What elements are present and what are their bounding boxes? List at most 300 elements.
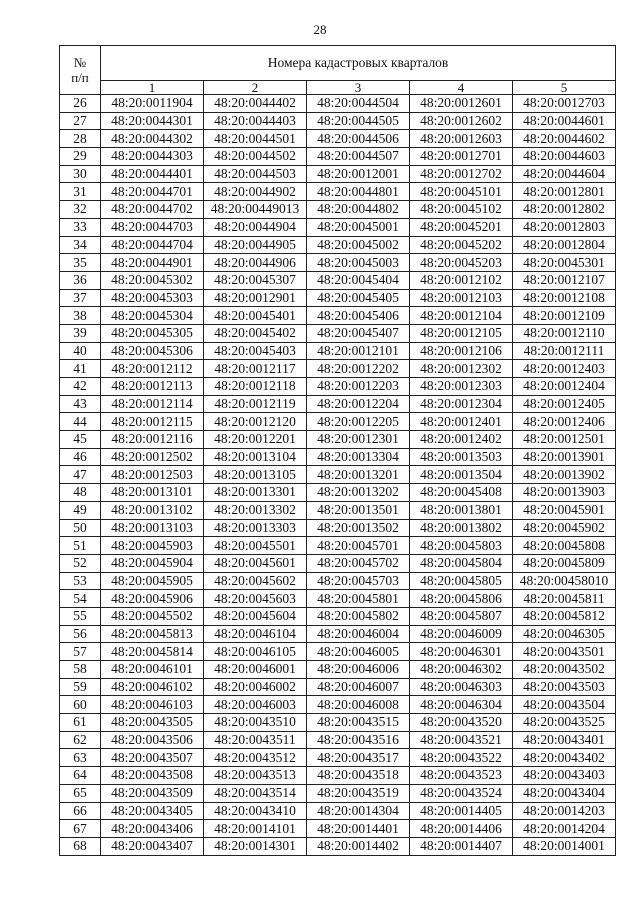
cadastral-number-cell: 48:20:0044507: [307, 148, 410, 166]
cadastral-number-cell: 48:20:0014203: [513, 802, 616, 820]
table-row: [60, 678, 616, 696]
cadastral-number-cell: 48:20:0013802: [410, 519, 513, 537]
cadastral-number-cell: 48:20:0045901: [513, 501, 616, 519]
table-row: [60, 201, 616, 219]
cadastral-number-cell: 48:20:0012804: [513, 236, 616, 254]
row-number-cell: 49: [60, 501, 101, 519]
cadastral-number-cell: 48:20:0044702: [101, 201, 204, 219]
cadastral-number-cell: 48:20:0012001: [307, 165, 410, 183]
cadastral-number-cell: 48:20:0012403: [513, 360, 616, 378]
row-number-cell: 66: [60, 802, 101, 820]
row-number-cell: 36: [60, 271, 101, 289]
row-number-cell: 47: [60, 466, 101, 484]
row-number-cell: 27: [60, 112, 101, 130]
cadastral-number-cell: 48:20:0046302: [410, 661, 513, 679]
cadastral-number-cell: 48:20:0012603: [410, 130, 513, 148]
row-number-cell: 55: [60, 607, 101, 625]
row-number-cell: 54: [60, 590, 101, 608]
cadastral-number-cell: 48:20:0045702: [307, 554, 410, 572]
cadastral-number-cell: 48:20:0043513: [204, 767, 307, 785]
cadastral-number-cell: 48:20:0045807: [410, 607, 513, 625]
cadastral-number-cell: 48:20:0043501: [513, 643, 616, 661]
cadastral-number-cell: 48:20:0013302: [204, 501, 307, 519]
cadastral-number-cell: 48:20:0045805: [410, 572, 513, 590]
cadastral-number-cell: 48:20:0012302: [410, 360, 513, 378]
row-number-cell: 35: [60, 254, 101, 272]
cadastral-number-cell: 48:20:0044902: [204, 183, 307, 201]
cadastral-number-cell: 48:20:0012111: [513, 342, 616, 360]
cadastral-number-cell: 48:20:0012703: [513, 95, 616, 113]
row-number-header-line1: №: [73, 55, 87, 70]
cadastral-number-cell: 48:20:0012120: [204, 413, 307, 431]
table-row: [60, 95, 616, 113]
cadastral-number-cell: 48:20:0045809: [513, 554, 616, 572]
cadastral-number-cell: 48:20:0012107: [513, 271, 616, 289]
cadastral-number-cell: 48:20:0012301: [307, 431, 410, 449]
cadastral-number-cell: 48:20:00449013: [204, 201, 307, 219]
row-number-cell: 43: [60, 395, 101, 413]
cadastral-number-cell: 48:20:0043402: [513, 749, 616, 767]
cadastral-number-cell: 48:20:0014204: [513, 820, 616, 838]
row-number-cell: 31: [60, 183, 101, 201]
cadastral-number-cell: 48:20:0045812: [513, 607, 616, 625]
cadastral-number-cell: 48:20:0043525: [513, 714, 616, 732]
cadastral-number-cell: 48:20:0046002: [204, 678, 307, 696]
table-row: [60, 661, 616, 679]
cadastral-number-cell: 48:20:0046008: [307, 696, 410, 714]
table-row: [60, 218, 616, 236]
column-number-header: 4: [410, 81, 513, 95]
cadastral-number-cell: 48:20:0012101: [307, 342, 410, 360]
cadastral-number-cell: 48:20:0013503: [410, 448, 513, 466]
cadastral-number-cell: 48:20:0044604: [513, 165, 616, 183]
cadastral-number-cell: 48:20:0012402: [410, 431, 513, 449]
cadastral-number-cell: 48:20:0012304: [410, 395, 513, 413]
cadastral-number-cell: 48:20:0045604: [204, 607, 307, 625]
cadastral-number-cell: 48:20:0045203: [410, 254, 513, 272]
cadastral-number-cell: 48:20:0045202: [410, 236, 513, 254]
cadastral-number-cell: 48:20:0045403: [204, 342, 307, 360]
cadastral-number-cell: 48:20:0045811: [513, 590, 616, 608]
cadastral-number-cell: 48:20:0043407: [101, 837, 204, 855]
cadastral-number-cell: 48:20:0044601: [513, 112, 616, 130]
table-row: [60, 342, 616, 360]
cadastral-number-cell: 48:20:0044801: [307, 183, 410, 201]
cadastral-number-cell: 48:20:0012803: [513, 218, 616, 236]
cadastral-number-cell: 48:20:0044703: [101, 218, 204, 236]
cadastral-number-cell: 48:20:0045003: [307, 254, 410, 272]
row-number-cell: 45: [60, 431, 101, 449]
cadastral-number-cell: 48:20:0045405: [307, 289, 410, 307]
table-row: [60, 254, 616, 272]
row-number-cell: 64: [60, 767, 101, 785]
row-number-cell: 67: [60, 820, 101, 838]
table-row: [60, 696, 616, 714]
table-row: [60, 130, 616, 148]
cadastral-number-cell: 48:20:0044905: [204, 236, 307, 254]
row-number-cell: 46: [60, 448, 101, 466]
cadastral-number-cell: 48:20:0012106: [410, 342, 513, 360]
cadastral-number-cell: 48:20:0045902: [513, 519, 616, 537]
cadastral-number-cell: 48:20:0045406: [307, 307, 410, 325]
table-row: [60, 271, 616, 289]
row-number-header-line2: п/п: [71, 70, 89, 85]
cadastral-number-cell: 48:20:0045804: [410, 554, 513, 572]
cadastral-number-cell: 48:20:0012116: [101, 431, 204, 449]
cadastral-number-cell: 48:20:0012117: [204, 360, 307, 378]
cadastral-number-cell: 48:20:0012503: [101, 466, 204, 484]
cadastral-number-cell: 48:20:0044906: [204, 254, 307, 272]
cadastral-number-cell: 48:20:0044602: [513, 130, 616, 148]
cadastral-number-cell: 48:20:0044501: [204, 130, 307, 148]
table-row: [60, 360, 616, 378]
cadastral-number-cell: 48:20:0043511: [204, 731, 307, 749]
cadastral-number-cell: 48:20:0044301: [101, 112, 204, 130]
cadastral-number-cell: 48:20:0043512: [204, 749, 307, 767]
cadastral-number-cell: 48:20:0046304: [410, 696, 513, 714]
cadastral-number-cell: 48:20:0014401: [307, 820, 410, 838]
cadastral-number-cell: 48:20:0012601: [410, 95, 513, 113]
cadastral-number-cell: 48:20:0014402: [307, 837, 410, 855]
cadastral-number-cell: 48:20:0046105: [204, 643, 307, 661]
column-number-header: 2: [204, 81, 307, 95]
cadastral-number-cell: 48:20:0043516: [307, 731, 410, 749]
table-row: [60, 714, 616, 732]
cadastral-number-cell: 48:20:0043519: [307, 784, 410, 802]
column-number-row: [60, 81, 616, 95]
table-row: [60, 324, 616, 342]
table-row: [60, 784, 616, 802]
cadastral-number-cell: 48:20:0045408: [410, 484, 513, 502]
table-title-header: Номера кадастровых кварталов: [101, 46, 616, 81]
row-number-cell: 56: [60, 625, 101, 643]
cadastral-number-cell: 48:20:0046301: [410, 643, 513, 661]
cadastral-number-cell: 48:20:0043524: [410, 784, 513, 802]
cadastral-number-cell: 48:20:0045402: [204, 324, 307, 342]
cadastral-number-cell: 48:20:0043403: [513, 767, 616, 785]
cadastral-number-cell: 48:20:0043521: [410, 731, 513, 749]
cadastral-number-cell: 48:20:0043506: [101, 731, 204, 749]
page-number: 28: [313, 22, 327, 37]
table-row: [60, 289, 616, 307]
cadastral-number-cell: 48:20:0012901: [204, 289, 307, 307]
cadastral-number-cell: 48:20:0013801: [410, 501, 513, 519]
cadastral-number-cell: 48:20:0043405: [101, 802, 204, 820]
cadastral-number-cell: 48:20:0046305: [513, 625, 616, 643]
cadastral-number-cell: 48:20:0045806: [410, 590, 513, 608]
table-row: [60, 572, 616, 590]
cadastral-number-cell: 48:20:0013902: [513, 466, 616, 484]
row-number-cell: 51: [60, 537, 101, 555]
row-number-cell: 59: [60, 678, 101, 696]
column-number-header: 5: [513, 81, 616, 95]
row-number-cell: 39: [60, 324, 101, 342]
row-number-cell: 28: [60, 130, 101, 148]
cadastral-number-cell: 48:20:0014101: [204, 820, 307, 838]
cadastral-number-cell: 48:20:0012102: [410, 271, 513, 289]
cadastral-number-cell: 48:20:0044303: [101, 148, 204, 166]
cadastral-number-cell: 48:20:0045101: [410, 183, 513, 201]
cadastral-number-cell: 48:20:0012109: [513, 307, 616, 325]
table-row: [60, 837, 616, 855]
cadastral-number-cell: 48:20:0043522: [410, 749, 513, 767]
cadastral-number-cell: 48:20:0012801: [513, 183, 616, 201]
table-row: [60, 820, 616, 838]
cadastral-number-cell: 48:20:0045903: [101, 537, 204, 555]
cadastral-number-cell: 48:20:0014407: [410, 837, 513, 855]
cadastral-number-cell: 48:20:0046006: [307, 661, 410, 679]
cadastral-number-cell: 48:20:0046003: [204, 696, 307, 714]
cadastral-number-cell: 48:20:0043503: [513, 678, 616, 696]
row-number-cell: 37: [60, 289, 101, 307]
cadastral-number-cell: 48:20:0012202: [307, 360, 410, 378]
cadastral-number-cell: 48:20:0043404: [513, 784, 616, 802]
cadastral-number-cell: 48:20:0045906: [101, 590, 204, 608]
cadastral-number-cell: 48:20:0012203: [307, 378, 410, 396]
cadastral-number-cell: 48:20:0045808: [513, 537, 616, 555]
table-row: [60, 767, 616, 785]
table-row: [60, 112, 616, 130]
cadastral-number-cell: 48:20:0045502: [101, 607, 204, 625]
column-number-header: 3: [307, 81, 410, 95]
cadastral-number-cell: 48:20:0043509: [101, 784, 204, 802]
cadastral-number-cell: 48:20:0045404: [307, 271, 410, 289]
cadastral-number-cell: 48:20:0045102: [410, 201, 513, 219]
cadastral-number-cell: 48:20:0044506: [307, 130, 410, 148]
table-row: [60, 607, 616, 625]
cadastral-number-cell: 48:20:0044504: [307, 95, 410, 113]
cadastral-number-cell: 48:20:0043502: [513, 661, 616, 679]
row-number-cell: 26: [60, 95, 101, 113]
cadastral-number-cell: 48:20:0045001: [307, 218, 410, 236]
cadastral-number-cell: 48:20:0046303: [410, 678, 513, 696]
cadastral-number-cell: 48:20:0012501: [513, 431, 616, 449]
cadastral-number-cell: 48:20:0013104: [204, 448, 307, 466]
cadastral-number-cell: 48:20:0012602: [410, 112, 513, 130]
cadastral-number-cell: 48:20:0043410: [204, 802, 307, 820]
table-row: [60, 448, 616, 466]
cadastral-number-cell: 48:20:0013105: [204, 466, 307, 484]
cadastral-number-cell: 48:20:0046101: [101, 661, 204, 679]
cadastral-number-cell: 48:20:0012119: [204, 395, 307, 413]
cadastral-number-cell: 48:20:0013502: [307, 519, 410, 537]
row-number-cell: 32: [60, 201, 101, 219]
cadastral-number-cell: 48:20:0043401: [513, 731, 616, 749]
cadastral-number-cell: 48:20:0044505: [307, 112, 410, 130]
cadastral-number-cell: 48:20:0012404: [513, 378, 616, 396]
cadastral-number-cell: 48:20:0012205: [307, 413, 410, 431]
cadastral-number-cell: 48:20:0044402: [204, 95, 307, 113]
cadastral-number-cell: 48:20:0044401: [101, 165, 204, 183]
cadastral-number-cell: 48:20:0045904: [101, 554, 204, 572]
cadastral-number-cell: 48:20:0012401: [410, 413, 513, 431]
cadastral-number-cell: 48:20:0012110: [513, 324, 616, 342]
table-row: [60, 501, 616, 519]
cadastral-number-cell: 48:20:0044704: [101, 236, 204, 254]
cadastral-number-cell: 48:20:0012405: [513, 395, 616, 413]
cadastral-number-cell: 48:20:0013101: [101, 484, 204, 502]
cadastral-number-cell: 48:20:0046004: [307, 625, 410, 643]
cadastral-number-cell: 48:20:0043514: [204, 784, 307, 802]
cadastral-quarters-table: [59, 45, 616, 856]
cadastral-number-cell: 48:20:0045002: [307, 236, 410, 254]
table-row: [60, 731, 616, 749]
row-number-cell: 57: [60, 643, 101, 661]
cadastral-number-cell: 48:20:0012406: [513, 413, 616, 431]
cadastral-number-cell: 48:20:0013304: [307, 448, 410, 466]
cadastral-number-cell: 48:20:0044802: [307, 201, 410, 219]
cadastral-number-cell: 48:20:0045801: [307, 590, 410, 608]
row-number-cell: 40: [60, 342, 101, 360]
row-number-cell: 60: [60, 696, 101, 714]
table-row: [60, 183, 616, 201]
cadastral-number-cell: 48:20:0013103: [101, 519, 204, 537]
cadastral-number-cell: 48:20:0014304: [307, 802, 410, 820]
cadastral-number-cell: 48:20:0046005: [307, 643, 410, 661]
cadastral-number-cell: 48:20:0045307: [204, 271, 307, 289]
cadastral-number-cell: 48:20:0045601: [204, 554, 307, 572]
cadastral-number-cell: 48:20:00458010: [513, 572, 616, 590]
cadastral-number-cell: 48:20:0014406: [410, 820, 513, 838]
row-number-cell: 53: [60, 572, 101, 590]
row-number-cell: 68: [60, 837, 101, 855]
cadastral-number-cell: 48:20:0044701: [101, 183, 204, 201]
table-row: [60, 519, 616, 537]
row-number-cell: 48: [60, 484, 101, 502]
cadastral-number-cell: 48:20:0012114: [101, 395, 204, 413]
cadastral-number-cell: 48:20:0043523: [410, 767, 513, 785]
row-number-cell: 62: [60, 731, 101, 749]
cadastral-number-cell: 48:20:0045603: [204, 590, 307, 608]
cadastral-number-cell: 48:20:0013901: [513, 448, 616, 466]
table-row: [60, 165, 616, 183]
table-body: [60, 95, 616, 856]
cadastral-number-cell: 48:20:0045602: [204, 572, 307, 590]
table-row: [60, 537, 616, 555]
cadastral-number-cell: 48:20:0044901: [101, 254, 204, 272]
cadastral-number-cell: 48:20:0046102: [101, 678, 204, 696]
table-row: [60, 643, 616, 661]
cadastral-number-cell: 48:20:0043520: [410, 714, 513, 732]
cadastral-number-cell: 48:20:0043504: [513, 696, 616, 714]
row-number-cell: 30: [60, 165, 101, 183]
cadastral-number-cell: 48:20:0043406: [101, 820, 204, 838]
cadastral-number-cell: 48:20:0046009: [410, 625, 513, 643]
cadastral-number-cell: 48:20:0044603: [513, 148, 616, 166]
cadastral-number-cell: 48:20:0045407: [307, 324, 410, 342]
cadastral-number-cell: 48:20:0043518: [307, 767, 410, 785]
row-number-cell: 41: [60, 360, 101, 378]
cadastral-number-cell: 48:20:0013501: [307, 501, 410, 519]
cadastral-number-cell: 48:20:0012104: [410, 307, 513, 325]
column-number-header: 1: [101, 81, 204, 95]
cadastral-number-cell: 48:20:0044502: [204, 148, 307, 166]
table-row: [60, 749, 616, 767]
cadastral-number-cell: 48:20:0012702: [410, 165, 513, 183]
cadastral-number-cell: 48:20:0013102: [101, 501, 204, 519]
cadastral-number-cell: 48:20:0045302: [101, 271, 204, 289]
cadastral-number-cell: 48:20:0012108: [513, 289, 616, 307]
cadastral-number-cell: 48:20:0045813: [101, 625, 204, 643]
cadastral-number-cell: 48:20:0045304: [101, 307, 204, 325]
table-row: [60, 413, 616, 431]
cadastral-number-cell: 48:20:0012105: [410, 324, 513, 342]
row-number-cell: 63: [60, 749, 101, 767]
table-row: [60, 307, 616, 325]
cadastral-number-cell: 48:20:0014405: [410, 802, 513, 820]
table-row: [60, 148, 616, 166]
row-number-cell: 38: [60, 307, 101, 325]
cadastral-number-cell: 48:20:0012115: [101, 413, 204, 431]
cadastral-number-cell: 48:20:0045201: [410, 218, 513, 236]
cadastral-number-cell: 48:20:0045306: [101, 342, 204, 360]
cadastral-number-cell: 48:20:0012701: [410, 148, 513, 166]
cadastral-number-cell: 48:20:0012112: [101, 360, 204, 378]
cadastral-number-cell: 48:20:0043505: [101, 714, 204, 732]
row-number-cell: 42: [60, 378, 101, 396]
cadastral-number-cell: 48:20:0045305: [101, 324, 204, 342]
cadastral-number-cell: 48:20:0044403: [204, 112, 307, 130]
cadastral-number-cell: 48:20:0045802: [307, 607, 410, 625]
cadastral-number-cell: 48:20:0045401: [204, 307, 307, 325]
cadastral-number-cell: 48:20:0043517: [307, 749, 410, 767]
row-number-cell: 61: [60, 714, 101, 732]
table-row: [60, 484, 616, 502]
cadastral-number-cell: 48:20:0011904: [101, 95, 204, 113]
cadastral-number-cell: 48:20:0045814: [101, 643, 204, 661]
cadastral-number-cell: 48:20:0012103: [410, 289, 513, 307]
cadastral-number-cell: 48:20:0043510: [204, 714, 307, 732]
cadastral-number-cell: 48:20:0014301: [204, 837, 307, 855]
cadastral-number-cell: 48:20:0012204: [307, 395, 410, 413]
table-row: [60, 466, 616, 484]
cadastral-number-cell: 48:20:0012502: [101, 448, 204, 466]
row-number-cell: 50: [60, 519, 101, 537]
cadastral-number-cell: 48:20:0013903: [513, 484, 616, 502]
cadastral-number-cell: 48:20:0045905: [101, 572, 204, 590]
cadastral-number-cell: 48:20:0013202: [307, 484, 410, 502]
cadastral-number-cell: 48:20:0046104: [204, 625, 307, 643]
cadastral-number-cell: 48:20:0045501: [204, 537, 307, 555]
cadastral-number-cell: 48:20:0012118: [204, 378, 307, 396]
cadastral-number-cell: 48:20:0013504: [410, 466, 513, 484]
table-row: [60, 590, 616, 608]
table-row: [60, 802, 616, 820]
table-row: [60, 431, 616, 449]
cadastral-number-cell: 48:20:0045303: [101, 289, 204, 307]
cadastral-number-cell: 48:20:0046001: [204, 661, 307, 679]
cadastral-number-cell: 48:20:0012802: [513, 201, 616, 219]
cadastral-number-cell: 48:20:0043515: [307, 714, 410, 732]
row-number-cell: 29: [60, 148, 101, 166]
cadastral-number-cell: 48:20:0013201: [307, 466, 410, 484]
cadastral-number-cell: 48:20:0013301: [204, 484, 307, 502]
cadastral-number-cell: 48:20:0043507: [101, 749, 204, 767]
row-number-cell: 33: [60, 218, 101, 236]
cadastral-number-cell: 48:20:0044904: [204, 218, 307, 236]
row-number-cell: 44: [60, 413, 101, 431]
cadastral-number-cell: 48:20:0012113: [101, 378, 204, 396]
table-row: [60, 378, 616, 396]
cadastral-number-cell: 48:20:0014001: [513, 837, 616, 855]
cadastral-number-cell: 48:20:0012201: [204, 431, 307, 449]
row-number-cell: 52: [60, 554, 101, 572]
row-number-header: [60, 46, 101, 95]
row-number-cell: 58: [60, 661, 101, 679]
cadastral-number-cell: 48:20:0045803: [410, 537, 513, 555]
cadastral-number-cell: 48:20:0045703: [307, 572, 410, 590]
cadastral-number-cell: 48:20:0043508: [101, 767, 204, 785]
